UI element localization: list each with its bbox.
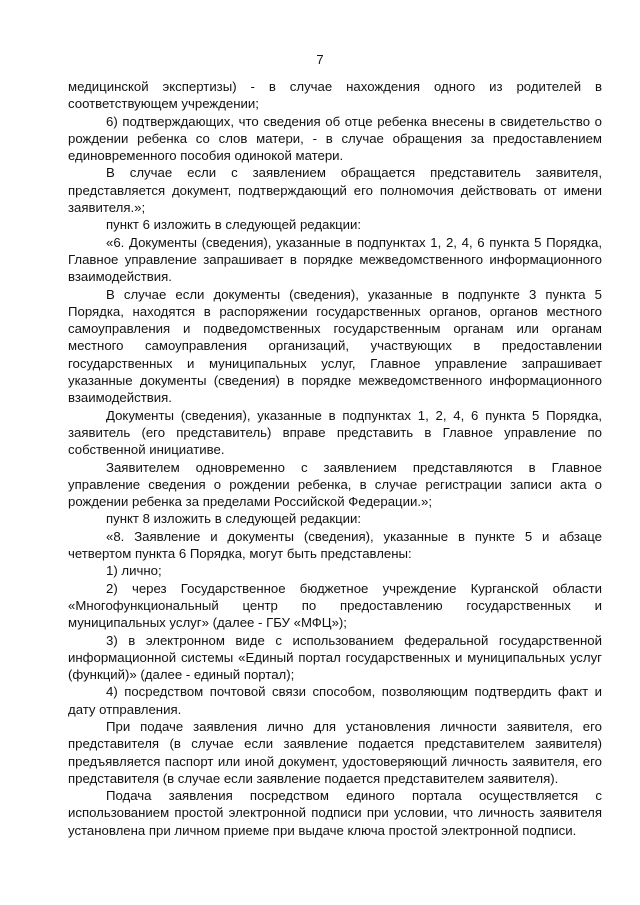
paragraph: Документы (сведения), указанные в подпунктах 1, 2, 4, 6 пункта 5 Порядка, заявитель (его представитель) вправе представить в Главное управление по собственной инициативе. [68,407,602,458]
document-body [68,78,602,839]
paragraph: медицинской экспертизы) - в случае нахождения одного из родителей в соответствующем учреждении; [68,79,602,112]
paragraph: При подаче заявления лично для установления личности заявителя, его представителя (в случае если заявление подается представителем заявителя) предъявляется паспорт или иной документ, удостоверяющий личность заявителя, его представителя (в случае если заявление подается представителем заявителя). [68,718,602,786]
paragraph: 2) через Государственное бюджетное учреждение Курганской области «Многофункциональный центр по предоставлению государственных и муниципальных услуг» (далее - ГБУ «МФЦ»); [68,580,602,631]
page-number: 7 [316,52,324,67]
paragraph: пункт 6 изложить в следующей редакции: [106,217,362,233]
paragraph: «8. Заявление и документы (сведения), указанные в пункте 5 и абзаце четвертом пункта 6 Порядка, могут быть представлены: [68,528,602,562]
paragraph: Заявителем одновременно с заявлением представляются в Главное управление сведения о рождении ребенка, в случае регистрации записи акта о рождении ребенка за пределами Российской Федерации.»; [68,459,602,510]
paragraph: 1) лично; [106,563,162,579]
paragraph: 3) в электронном виде с использованием федеральной государственной информационной системы «Единый портал государственных и муниципальных услуг (функций)» (далее - единый портал); [68,632,602,683]
paragraph: «6. Документы (сведения), указанные в подпунктах 1, 2, 4, 6 пункта 5 Порядка, Главное управление запрашивает в порядке межведомственного информационного взаимодействия. [68,234,602,285]
paragraph: 4) посредством почтовой связи способом, позволяющим подтвердить факт и дату отправления. [68,684,602,717]
paragraph: Подача заявления посредством единого портала осуществляется с использованием простой электронной подписи при условии, что личность заявителя установлена при личном приеме при выдаче ключа простой электронной подписи. [68,788,602,838]
paragraph: В случае если с заявлением обращается представитель заявителя, представляется документ, подтверждающий его полномочия действовать от имени заявителя.»; [68,165,602,216]
paragraph: пункт 8 изложить в следующей редакции: [106,511,362,527]
paragraph: В случае если документы (сведения), указанные в подпункте 3 пункта 5 Порядка, находятся в распоряжении государственных органов, органов местного самоуправления и подведомственных государственным органам или органам местного самоуправления организаций, участвующих в предоставлении государственных и муниципальных услуг, Главное управление запрашивает указанные документы (сведения) в порядке межведомственного информационного взаимодействия. [68,286,602,406]
paragraph: 6) подтверждающих, что сведения об отце ребенка внесены в свидетельство о рождении ребенка со слов матери, - в случае обращения за предоставлением единовременного пособия одинокой матери. [68,113,602,164]
